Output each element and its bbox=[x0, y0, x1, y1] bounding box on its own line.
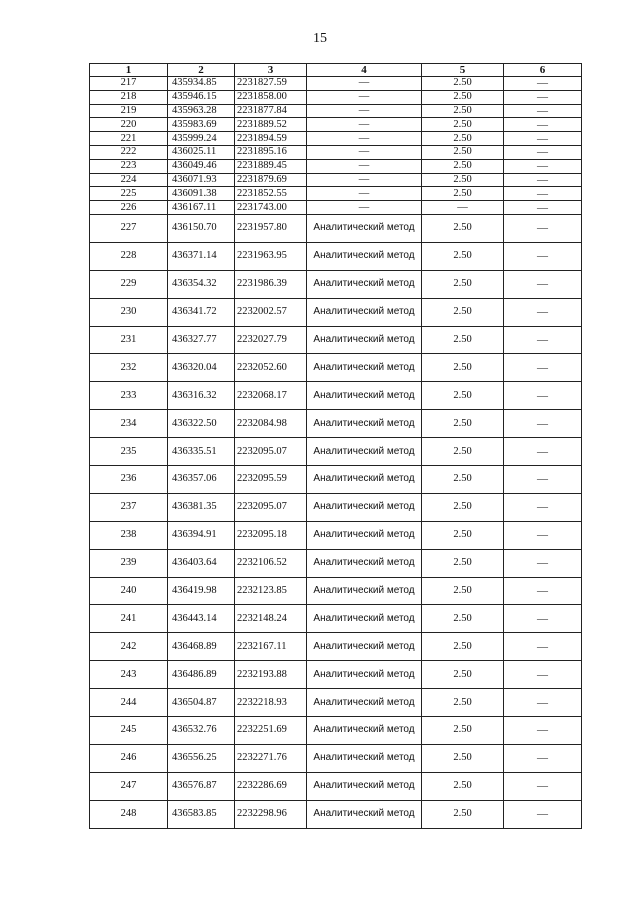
x-coordinate-cell: 436381.35 bbox=[168, 493, 235, 521]
x-coordinate-cell: 436419.98 bbox=[168, 577, 235, 605]
note-cell: — bbox=[504, 77, 582, 91]
y-coordinate-cell: 2232095.59 bbox=[235, 465, 307, 493]
table-row bbox=[90, 717, 582, 745]
table-row bbox=[90, 77, 582, 91]
method-cell: Аналитический метод bbox=[307, 605, 422, 633]
point-number-cell: 219 bbox=[90, 104, 168, 118]
table-row bbox=[90, 689, 582, 717]
table-row bbox=[90, 438, 582, 466]
note-cell: — bbox=[504, 145, 582, 159]
note-cell: — bbox=[504, 661, 582, 689]
table-row bbox=[90, 382, 582, 410]
note-cell: — bbox=[504, 605, 582, 633]
table-row bbox=[90, 118, 582, 132]
table-row bbox=[90, 145, 582, 159]
note-cell: — bbox=[504, 298, 582, 326]
x-coordinate-cell: 436394.91 bbox=[168, 521, 235, 549]
y-coordinate-cell: 2231889.45 bbox=[235, 159, 307, 173]
point-number-cell: 226 bbox=[90, 201, 168, 215]
point-number-cell: 227 bbox=[90, 214, 168, 242]
point-number-cell: 239 bbox=[90, 549, 168, 577]
y-coordinate-cell: 2232271.76 bbox=[235, 744, 307, 772]
method-cell: — bbox=[307, 118, 422, 132]
column-header-1: 1 bbox=[90, 64, 168, 77]
point-number-cell: 233 bbox=[90, 382, 168, 410]
method-cell: Аналитический метод bbox=[307, 242, 422, 270]
accuracy-cell: 2.50 bbox=[422, 465, 504, 493]
accuracy-cell: 2.50 bbox=[422, 633, 504, 661]
table-row bbox=[90, 410, 582, 438]
method-cell: Аналитический метод bbox=[307, 465, 422, 493]
column-header-6: 6 bbox=[504, 64, 582, 77]
table-row bbox=[90, 633, 582, 661]
point-number-cell: 248 bbox=[90, 800, 168, 828]
point-number-cell: 238 bbox=[90, 521, 168, 549]
note-cell: — bbox=[504, 744, 582, 772]
table-row bbox=[90, 521, 582, 549]
point-number-cell: 240 bbox=[90, 577, 168, 605]
method-cell: Аналитический метод bbox=[307, 410, 422, 438]
y-coordinate-cell: 2232148.24 bbox=[235, 605, 307, 633]
note-cell: — bbox=[504, 410, 582, 438]
method-cell: Аналитический метод bbox=[307, 298, 422, 326]
table-row bbox=[90, 744, 582, 772]
method-cell: Аналитический метод bbox=[307, 493, 422, 521]
accuracy-cell: 2.50 bbox=[422, 270, 504, 298]
method-cell: Аналитический метод bbox=[307, 270, 422, 298]
point-number-cell: 223 bbox=[90, 159, 168, 173]
note-cell: — bbox=[504, 270, 582, 298]
accuracy-cell: 2.50 bbox=[422, 132, 504, 146]
note-cell: — bbox=[504, 159, 582, 173]
table-row bbox=[90, 173, 582, 187]
y-coordinate-cell: 2232167.11 bbox=[235, 633, 307, 661]
accuracy-cell: 2.50 bbox=[422, 159, 504, 173]
accuracy-cell: 2.50 bbox=[422, 77, 504, 91]
note-cell: — bbox=[504, 326, 582, 354]
note-cell: — bbox=[504, 465, 582, 493]
method-cell: — bbox=[307, 77, 422, 91]
x-coordinate-cell: 436049.46 bbox=[168, 159, 235, 173]
method-cell: Аналитический метод bbox=[307, 326, 422, 354]
table-row bbox=[90, 493, 582, 521]
x-coordinate-cell: 436316.32 bbox=[168, 382, 235, 410]
accuracy-cell: 2.50 bbox=[422, 118, 504, 132]
table-row bbox=[90, 132, 582, 146]
accuracy-cell: 2.50 bbox=[422, 661, 504, 689]
y-coordinate-cell: 2232027.79 bbox=[235, 326, 307, 354]
y-coordinate-cell: 2232298.96 bbox=[235, 800, 307, 828]
table-row bbox=[90, 326, 582, 354]
x-coordinate-cell: 436583.85 bbox=[168, 800, 235, 828]
y-coordinate-cell: 2231894.59 bbox=[235, 132, 307, 146]
point-number-cell: 232 bbox=[90, 354, 168, 382]
table-row bbox=[90, 187, 582, 201]
x-coordinate-cell: 436150.70 bbox=[168, 214, 235, 242]
accuracy-cell: 2.50 bbox=[422, 410, 504, 438]
accuracy-cell: — bbox=[422, 201, 504, 215]
method-cell: — bbox=[307, 132, 422, 146]
table-row bbox=[90, 159, 582, 173]
method-cell: Аналитический метод bbox=[307, 521, 422, 549]
x-coordinate-cell: 435963.28 bbox=[168, 104, 235, 118]
table-row bbox=[90, 549, 582, 577]
column-header-2: 2 bbox=[168, 64, 235, 77]
accuracy-cell: 2.50 bbox=[422, 493, 504, 521]
table-header-row bbox=[90, 64, 582, 77]
accuracy-cell: 2.50 bbox=[422, 214, 504, 242]
x-coordinate-cell: 436341.72 bbox=[168, 298, 235, 326]
y-coordinate-cell: 2232106.52 bbox=[235, 549, 307, 577]
y-coordinate-cell: 2231889.52 bbox=[235, 118, 307, 132]
x-coordinate-cell: 436486.89 bbox=[168, 661, 235, 689]
point-number-cell: 234 bbox=[90, 410, 168, 438]
x-coordinate-cell: 436468.89 bbox=[168, 633, 235, 661]
table-row bbox=[90, 201, 582, 215]
y-coordinate-cell: 2231858.00 bbox=[235, 90, 307, 104]
x-coordinate-cell: 436322.50 bbox=[168, 410, 235, 438]
y-coordinate-cell: 2232218.93 bbox=[235, 689, 307, 717]
accuracy-cell: 2.50 bbox=[422, 717, 504, 745]
accuracy-cell: 2.50 bbox=[422, 438, 504, 466]
method-cell: Аналитический метод bbox=[307, 549, 422, 577]
point-number-cell: 230 bbox=[90, 298, 168, 326]
y-coordinate-cell: 2232095.07 bbox=[235, 493, 307, 521]
accuracy-cell: 2.50 bbox=[422, 800, 504, 828]
note-cell: — bbox=[504, 633, 582, 661]
note-cell: — bbox=[504, 187, 582, 201]
method-cell: Аналитический метод bbox=[307, 772, 422, 800]
x-coordinate-cell: 436320.04 bbox=[168, 354, 235, 382]
point-number-cell: 222 bbox=[90, 145, 168, 159]
accuracy-cell: 2.50 bbox=[422, 326, 504, 354]
accuracy-cell: 2.50 bbox=[422, 772, 504, 800]
table-row bbox=[90, 104, 582, 118]
accuracy-cell: 2.50 bbox=[422, 605, 504, 633]
note-cell: — bbox=[504, 772, 582, 800]
x-coordinate-cell: 436354.32 bbox=[168, 270, 235, 298]
table-row bbox=[90, 605, 582, 633]
point-number-cell: 228 bbox=[90, 242, 168, 270]
x-coordinate-cell: 436576.87 bbox=[168, 772, 235, 800]
accuracy-cell: 2.50 bbox=[422, 521, 504, 549]
note-cell: — bbox=[504, 214, 582, 242]
note-cell: — bbox=[504, 118, 582, 132]
x-coordinate-cell: 435999.24 bbox=[168, 132, 235, 146]
y-coordinate-cell: 2231743.00 bbox=[235, 201, 307, 215]
x-coordinate-cell: 436167.11 bbox=[168, 201, 235, 215]
y-coordinate-cell: 2232068.17 bbox=[235, 382, 307, 410]
method-cell: — bbox=[307, 187, 422, 201]
point-number-cell: 220 bbox=[90, 118, 168, 132]
note-cell: — bbox=[504, 577, 582, 605]
note-cell: — bbox=[504, 354, 582, 382]
table-row bbox=[90, 354, 582, 382]
accuracy-cell: 2.50 bbox=[422, 549, 504, 577]
point-number-cell: 242 bbox=[90, 633, 168, 661]
accuracy-cell: 2.50 bbox=[422, 298, 504, 326]
method-cell: Аналитический метод bbox=[307, 717, 422, 745]
method-cell: Аналитический метод bbox=[307, 382, 422, 410]
note-cell: — bbox=[504, 104, 582, 118]
x-coordinate-cell: 436025.11 bbox=[168, 145, 235, 159]
table-row bbox=[90, 800, 582, 828]
page-number: 15 bbox=[313, 31, 327, 46]
note-cell: — bbox=[504, 201, 582, 215]
table-body bbox=[90, 77, 582, 829]
table-row bbox=[90, 242, 582, 270]
accuracy-cell: 2.50 bbox=[422, 744, 504, 772]
note-cell: — bbox=[504, 173, 582, 187]
y-coordinate-cell: 2232052.60 bbox=[235, 354, 307, 382]
point-number-cell: 218 bbox=[90, 90, 168, 104]
note-cell: — bbox=[504, 382, 582, 410]
method-cell: Аналитический метод bbox=[307, 689, 422, 717]
point-number-cell: 243 bbox=[90, 661, 168, 689]
method-cell: — bbox=[307, 201, 422, 215]
point-number-cell: 231 bbox=[90, 326, 168, 354]
y-coordinate-cell: 2232084.98 bbox=[235, 410, 307, 438]
note-cell: — bbox=[504, 717, 582, 745]
y-coordinate-cell: 2231895.16 bbox=[235, 145, 307, 159]
y-coordinate-cell: 2231827.59 bbox=[235, 77, 307, 91]
y-coordinate-cell: 2232095.07 bbox=[235, 438, 307, 466]
x-coordinate-cell: 435934.85 bbox=[168, 77, 235, 91]
x-coordinate-cell: 436443.14 bbox=[168, 605, 235, 633]
x-coordinate-cell: 436327.77 bbox=[168, 326, 235, 354]
method-cell: — bbox=[307, 90, 422, 104]
method-cell: — bbox=[307, 104, 422, 118]
table-row bbox=[90, 90, 582, 104]
table-row bbox=[90, 465, 582, 493]
accuracy-cell: 2.50 bbox=[422, 382, 504, 410]
point-number-cell: 247 bbox=[90, 772, 168, 800]
point-number-cell: 237 bbox=[90, 493, 168, 521]
y-coordinate-cell: 2231877.84 bbox=[235, 104, 307, 118]
x-coordinate-cell: 435946.15 bbox=[168, 90, 235, 104]
table-row bbox=[90, 772, 582, 800]
point-number-cell: 217 bbox=[90, 77, 168, 91]
note-cell: — bbox=[504, 90, 582, 104]
accuracy-cell: 2.50 bbox=[422, 90, 504, 104]
y-coordinate-cell: 2232286.69 bbox=[235, 772, 307, 800]
y-coordinate-cell: 2232123.85 bbox=[235, 577, 307, 605]
y-coordinate-cell: 2232095.18 bbox=[235, 521, 307, 549]
method-cell: Аналитический метод bbox=[307, 354, 422, 382]
coordinates-table bbox=[89, 63, 582, 829]
method-cell: Аналитический метод bbox=[307, 577, 422, 605]
method-cell: — bbox=[307, 159, 422, 173]
table-row bbox=[90, 214, 582, 242]
point-number-cell: 225 bbox=[90, 187, 168, 201]
note-cell: — bbox=[504, 493, 582, 521]
note-cell: — bbox=[504, 800, 582, 828]
method-cell: Аналитический метод bbox=[307, 633, 422, 661]
x-coordinate-cell: 436556.25 bbox=[168, 744, 235, 772]
method-cell: Аналитический метод bbox=[307, 800, 422, 828]
x-coordinate-cell: 436071.93 bbox=[168, 173, 235, 187]
point-number-cell: 245 bbox=[90, 717, 168, 745]
table-row bbox=[90, 298, 582, 326]
point-number-cell: 246 bbox=[90, 744, 168, 772]
note-cell: — bbox=[504, 549, 582, 577]
accuracy-cell: 2.50 bbox=[422, 577, 504, 605]
column-header-5: 5 bbox=[422, 64, 504, 77]
y-coordinate-cell: 2231852.55 bbox=[235, 187, 307, 201]
y-coordinate-cell: 2231879.69 bbox=[235, 173, 307, 187]
x-coordinate-cell: 436335.51 bbox=[168, 438, 235, 466]
y-coordinate-cell: 2232002.57 bbox=[235, 298, 307, 326]
x-coordinate-cell: 436371.14 bbox=[168, 242, 235, 270]
method-cell: Аналитический метод bbox=[307, 744, 422, 772]
note-cell: — bbox=[504, 689, 582, 717]
accuracy-cell: 2.50 bbox=[422, 242, 504, 270]
y-coordinate-cell: 2231986.39 bbox=[235, 270, 307, 298]
method-cell: Аналитический метод bbox=[307, 438, 422, 466]
accuracy-cell: 2.50 bbox=[422, 145, 504, 159]
y-coordinate-cell: 2231957.80 bbox=[235, 214, 307, 242]
point-number-cell: 236 bbox=[90, 465, 168, 493]
accuracy-cell: 2.50 bbox=[422, 104, 504, 118]
accuracy-cell: 2.50 bbox=[422, 187, 504, 201]
method-cell: Аналитический метод bbox=[307, 661, 422, 689]
accuracy-cell: 2.50 bbox=[422, 173, 504, 187]
x-coordinate-cell: 436091.38 bbox=[168, 187, 235, 201]
note-cell: — bbox=[504, 521, 582, 549]
table-row bbox=[90, 270, 582, 298]
method-cell: Аналитический метод bbox=[307, 214, 422, 242]
point-number-cell: 224 bbox=[90, 173, 168, 187]
point-number-cell: 229 bbox=[90, 270, 168, 298]
x-coordinate-cell: 436403.64 bbox=[168, 549, 235, 577]
table-row bbox=[90, 661, 582, 689]
accuracy-cell: 2.50 bbox=[422, 354, 504, 382]
method-cell: — bbox=[307, 173, 422, 187]
point-number-cell: 235 bbox=[90, 438, 168, 466]
column-header-4: 4 bbox=[307, 64, 422, 77]
note-cell: — bbox=[504, 132, 582, 146]
x-coordinate-cell: 435983.69 bbox=[168, 118, 235, 132]
accuracy-cell: 2.50 bbox=[422, 689, 504, 717]
column-header-3: 3 bbox=[235, 64, 307, 77]
method-cell: — bbox=[307, 145, 422, 159]
point-number-cell: 244 bbox=[90, 689, 168, 717]
x-coordinate-cell: 436357.06 bbox=[168, 465, 235, 493]
note-cell: — bbox=[504, 438, 582, 466]
point-number-cell: 241 bbox=[90, 605, 168, 633]
x-coordinate-cell: 436532.76 bbox=[168, 717, 235, 745]
y-coordinate-cell: 2232251.69 bbox=[235, 717, 307, 745]
note-cell: — bbox=[504, 242, 582, 270]
y-coordinate-cell: 2231963.95 bbox=[235, 242, 307, 270]
point-number-cell: 221 bbox=[90, 132, 168, 146]
y-coordinate-cell: 2232193.88 bbox=[235, 661, 307, 689]
x-coordinate-cell: 436504.87 bbox=[168, 689, 235, 717]
table-row bbox=[90, 577, 582, 605]
